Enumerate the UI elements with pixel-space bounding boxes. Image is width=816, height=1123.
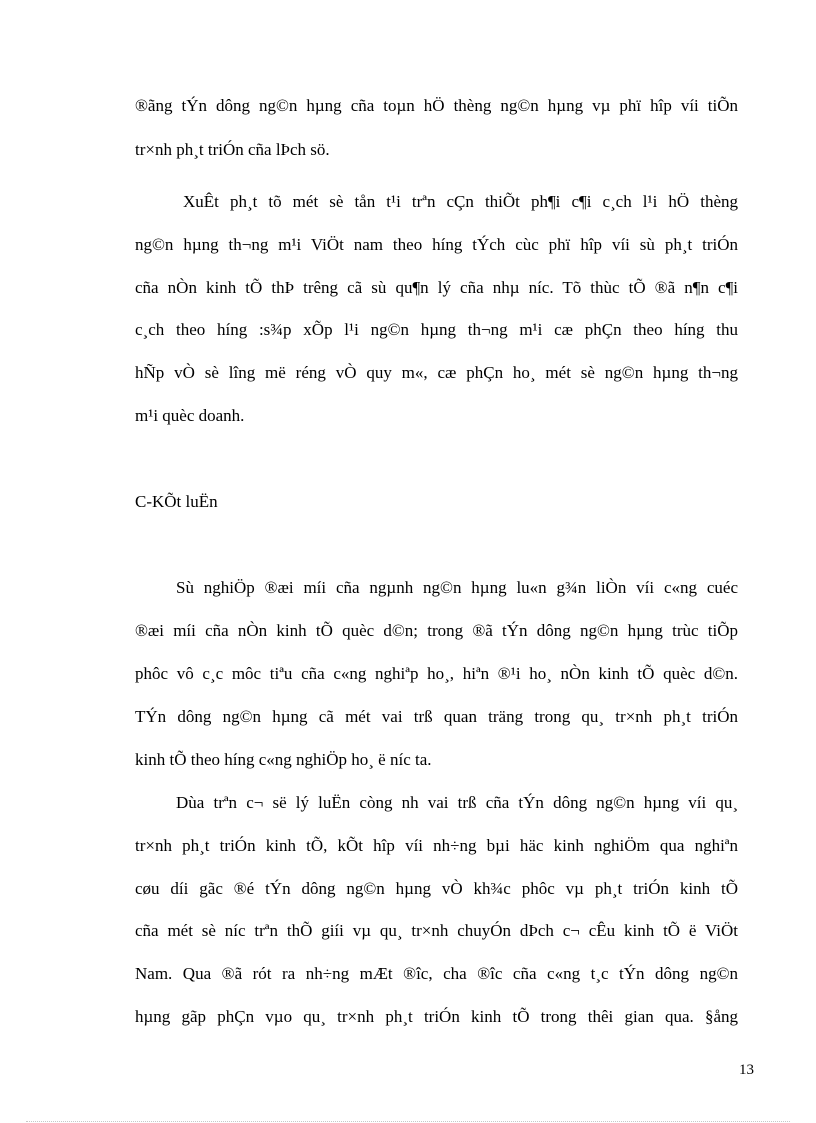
text-line: phôc vô c¸c môc tiªu cña c«ng nghiªp ho¸, hiªn ®¹i ho¸ nÒn kinh tÕ quèc d©n. xyxy=(135,664,738,683)
text-line: c¸ch theo híng :s¾p xÕp l¹i ng©n hµng th¬ng m¹i cæ phÇn theo híng thu xyxy=(135,320,738,339)
text-line: tr×nh ph¸t triÓn kinh tÕ, kÕt hîp víi nh÷ng bµi häc kinh nghiÖm qua nghiªn xyxy=(135,836,738,855)
text-line: tr×nh ph¸t triÓn cña lÞch sö. xyxy=(135,140,330,159)
text-line: ®æi míi cña nÒn kinh tÕ quèc d©n; trong ®ã tÝn dông ng©n hµng trùc tiÕp xyxy=(135,621,738,640)
text-line: Nam. Qua ®ã rót ra nh÷ng mÆt ®îc, cha ®îc cña c«ng t¸c tÝn dông ng©n xyxy=(135,964,738,983)
footer-divider xyxy=(26,1121,790,1122)
section-heading: C-KÕt luËn xyxy=(135,492,218,511)
text-line: cña mét sè níc trªn thÕ giíi vµ qu¸ tr×nh chuyÓn dÞch c¬ cÊu kinh tÕ ë ViÖt xyxy=(135,921,738,940)
text-line: XuÊt ph¸t tõ mét sè tån t¹i trªn cÇn thiÕt ph¶i c¶i c¸ch l¹i hÖ thèng xyxy=(183,192,738,211)
text-line: hÑp vÒ sè lîng më réng vÒ quy m«, cæ phÇn ho¸ mét sè ng©n hµng th¬ng xyxy=(135,363,738,382)
text-line: m¹i quèc doanh. xyxy=(135,406,245,425)
text-line: kinh tÕ theo híng c«ng nghiÖp ho¸ ë níc ta. xyxy=(135,750,432,769)
text-line: cña nÒn kinh tÕ thÞ trêng cã sù qu¶n lý cña nhµ níc. Tõ thùc tÕ ®ã n¶n c¶i xyxy=(135,278,738,297)
text-line: Dùa trªn c¬ së lý luËn còng nh vai trß cña tÝn dông ng©n hµng víi qu¸ xyxy=(176,793,738,812)
text-line: ®ãng tÝn dông ng©n hµng cña toµn hÖ thèng ng©n hµng vµ phï hîp víi tiÕn xyxy=(135,96,738,115)
text-line: cøu díi gãc ®é tÝn dông ng©n hµng vÒ kh¾c phôc vµ ph¸t triÓn kinh tÕ xyxy=(135,879,738,898)
text-line: TÝn dông ng©n hµng cã mét vai trß quan träng trong qu¸ tr×nh ph¸t triÓn xyxy=(135,707,738,726)
page-number: 13 xyxy=(739,1062,754,1078)
text-line: ng©n hµng th¬ng m¹i ViÖt nam theo híng tÝch cùc phï hîp víi sù ph¸t triÓn xyxy=(135,235,738,254)
text-line: Sù nghiÖp ®æi míi cña ngµnh ng©n hµng lu«n g¾n liÒn víi c«ng cuéc xyxy=(176,578,738,597)
text-line: hµng gãp phÇn vµo qu¸ tr×nh ph¸t triÓn kinh tÕ trong thêi gian qua. §ång xyxy=(135,1007,738,1026)
